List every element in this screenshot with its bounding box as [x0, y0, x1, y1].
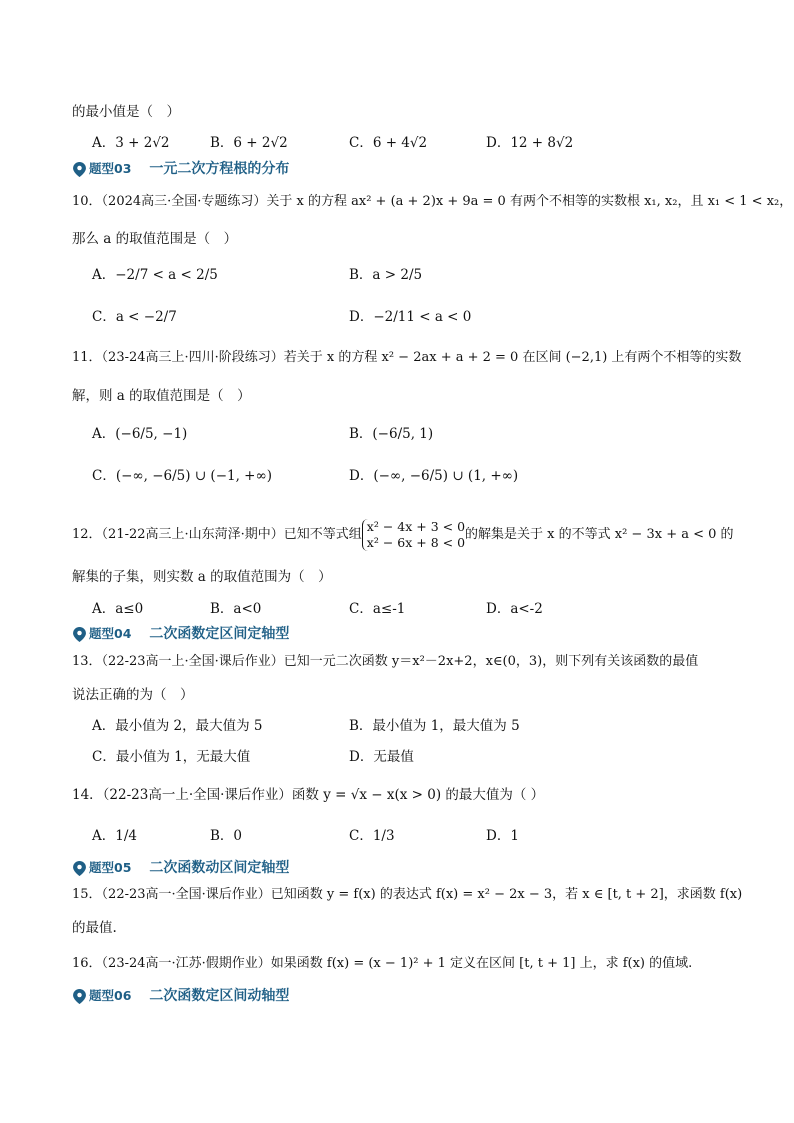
q12-option-a: A．a≤0	[92, 601, 144, 617]
q11-stem: 11．（23-24高三上·四川·阶段练习）若关于 x 的方程 x² − 2ax + a + 2 = 0 在区间 (−2,1) 上有两个不相等的实数	[72, 350, 742, 365]
q11-stem-2: 解，则 a 的取值范围是（ ）	[72, 388, 251, 404]
q15-stem-2: 的最值.	[72, 920, 117, 936]
q10-option-a: A．−2/7 < a < 2/5	[92, 267, 218, 283]
q9-option-d: D．12 + 8√2	[486, 135, 574, 151]
section-tag: 题型05	[89, 860, 132, 875]
inequality-1: x² − 4x + 3 < 0	[366, 519, 466, 534]
q9-option-a: A．3 + 2√2	[92, 135, 170, 151]
section-tag: 题型03	[89, 161, 132, 176]
q10-stem-2: 那么 a 的取值范围是（ ）	[72, 231, 238, 247]
q11-option-d: D．(−∞, −6/5) ∪ (1, +∞)	[349, 468, 519, 484]
q12-stem-post: 的解集是关于 x 的不等式 x² − 3x + a < 0 的	[465, 527, 734, 542]
q14-option-c: C．1/3	[349, 828, 395, 844]
q12-stem-2: 解集的子集，则实数 a 的取值范围为（ ）	[72, 569, 332, 585]
q10-stem: 10．（2024高三·全国·专题练习）关于 x 的方程 ax² + (a + 2)x + 9a = 0 有两个不相等的实数根 x₁, x₂，且 x₁ < 1 < x₂，	[72, 194, 793, 209]
q14-option-a: A．1/4	[92, 828, 137, 844]
q10-option-d: D．−2/11 < a < 0	[349, 309, 472, 325]
section-heading-05	[73, 858, 289, 878]
location-pin-icon	[73, 861, 86, 876]
inequality-2: x² − 6x + 8 < 0	[366, 535, 466, 550]
q10-option-b: B．a > 2/5	[349, 267, 423, 283]
q12-option-c: C．a≤-1	[349, 601, 406, 617]
q12-option-b: B．a<0	[210, 601, 262, 617]
q13-option-b: B．最小值为 1，最大值为 5	[349, 718, 520, 734]
q12-option-d: D．a<-2	[486, 601, 543, 617]
q14-option-d: D．1	[486, 828, 519, 844]
q14-stem: 14．（22-23高一上·全国·课后作业）函数 y = √x − x(x > 0) 的最大值为（ ）	[72, 787, 545, 803]
section-tag: 题型04	[89, 626, 132, 641]
section-title: 二次函数动区间定轴型	[149, 860, 290, 876]
section-heading-03	[73, 159, 289, 179]
section-title: 一元二次方程根的分布	[149, 161, 290, 177]
q11-option-b: B．(−6/5, 1)	[349, 426, 434, 442]
section-title: 二次函数定区间定轴型	[149, 626, 290, 642]
q9-option-b: B．6 + 2√2	[210, 135, 288, 151]
q13-stem: 13．（22-23高一上·全国·课后作业）已知一元二次函数 y＝x²－2x+2，x∈(0，3)，则下列有关该函数的最值	[72, 654, 699, 669]
section-heading-04	[73, 624, 289, 644]
q13-option-d: D．无最值	[349, 749, 414, 765]
q11-option-a: A．(−6/5, −1)	[92, 426, 188, 442]
q12-stem-pre: 12．（21-22高三上·山东菏泽·期中）已知不等式组	[72, 527, 362, 542]
q12-stem	[72, 519, 734, 551]
q9-stem-tail: 的最小值是（ ）	[72, 104, 180, 120]
q13-stem-2: 说法正确的为（ ）	[72, 687, 194, 703]
section-heading-06	[73, 986, 289, 1006]
q13-option-c: C．最小值为 1，无最大值	[92, 749, 251, 765]
q13-option-a: A．最小值为 2，最大值为 5	[92, 718, 263, 734]
section-tag: 题型06	[89, 988, 132, 1003]
q16-stem: 16．（23-24高一·江苏·假期作业）如果函数 f(x) = (x − 1)² + 1 定义在区间 [t, t + 1] 上，求 f(x) 的值域.	[72, 956, 693, 971]
q9-option-c: C．6 + 4√2	[349, 135, 428, 151]
q14-option-b: B．0	[210, 828, 243, 844]
location-pin-icon	[73, 989, 86, 1004]
section-title: 二次函数定区间动轴型	[149, 988, 290, 1004]
q11-option-c: C．(−∞, −6/5) ∪ (−1, +∞)	[92, 468, 273, 484]
inequality-system	[362, 519, 465, 551]
q10-option-c: C．a < −2/7	[92, 309, 177, 325]
q15-stem: 15．（22-23高一·全国·课后作业）已知函数 y = f(x) 的表达式 f(x) = x² − 2x − 3，若 x ∈ [t, t + 2]，求函数 f(x)	[72, 887, 743, 902]
location-pin-icon	[73, 627, 86, 642]
location-pin-icon	[73, 162, 86, 177]
